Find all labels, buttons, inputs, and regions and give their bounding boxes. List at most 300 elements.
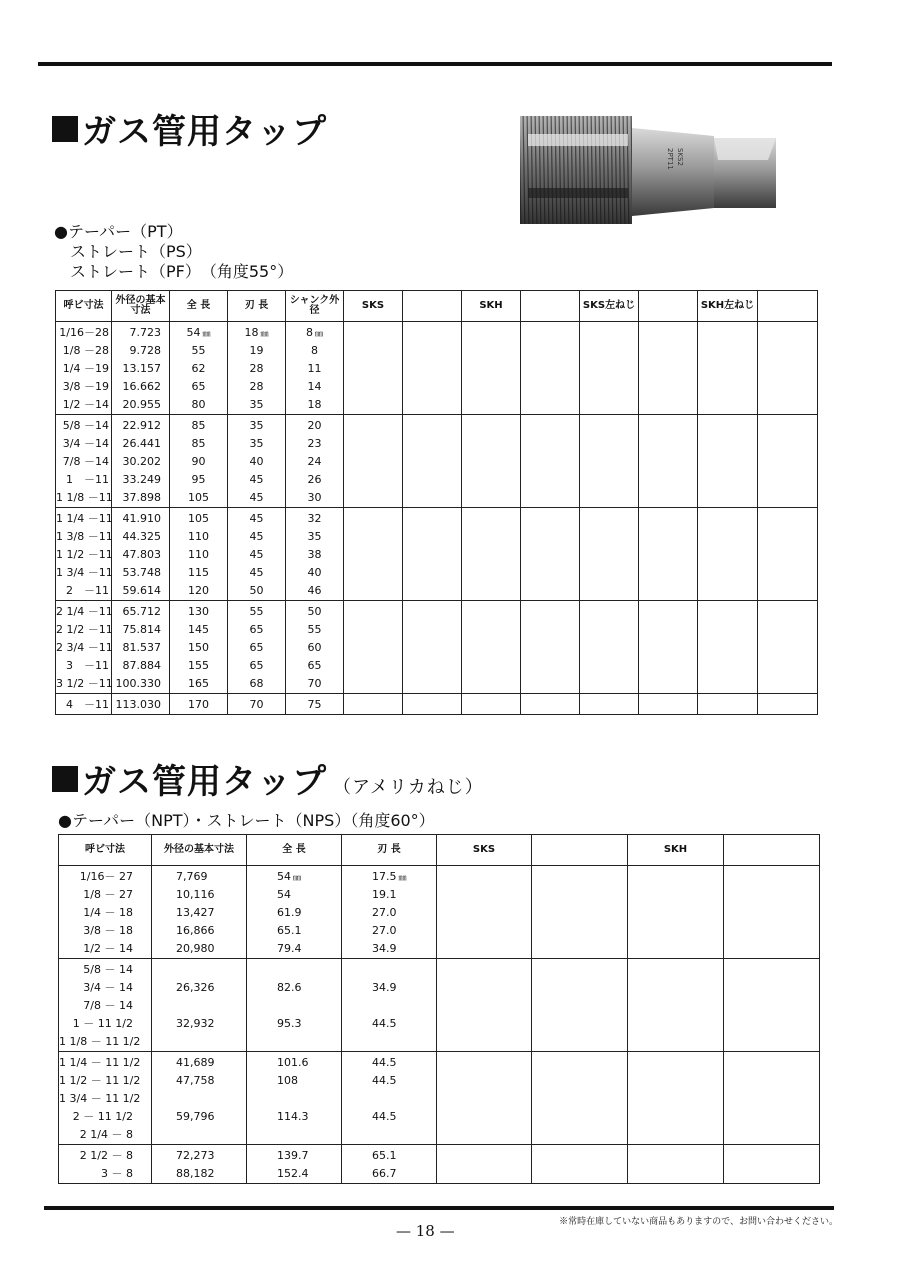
table-cell: [724, 866, 820, 959]
title-square-icon: [52, 116, 78, 142]
diameter-cell-text: 32,932: [176, 1017, 215, 1030]
table-cell: [56, 694, 112, 715]
thread-length-cell: [342, 940, 436, 958]
thread-length-cell-text: 19.1: [372, 888, 397, 901]
size-cell-text: 2 1/2 －11: [56, 623, 113, 636]
footer-note: ※常時在庫していない商品もありますので、お問い合わせください。: [559, 1217, 838, 1227]
length-cell-text: 62: [191, 362, 206, 375]
table-cell: [56, 601, 112, 694]
shank-cell-text: 35: [307, 530, 322, 543]
diameter-cell-text: 13,427: [176, 906, 215, 919]
table-cell: [462, 415, 521, 508]
size-cell: [56, 675, 111, 693]
size-cell-text: 1/8 － 27: [83, 888, 133, 901]
section1-title-text: ガス管用タップ: [82, 112, 327, 152]
diameter-cell-text: 33.249: [122, 473, 161, 486]
table-cell: [170, 601, 228, 694]
column-header: 刃 長: [342, 835, 437, 866]
table-cell: [228, 322, 286, 415]
type-ps: ストレート（PS）: [70, 242, 202, 261]
shank-cell: [286, 657, 343, 675]
thread-length-cell: [342, 886, 436, 904]
diameter-cell: [152, 1108, 246, 1126]
diameter-cell: [112, 528, 169, 546]
table-cell: [628, 1145, 724, 1184]
diameter-cell: [112, 360, 169, 378]
thread-length-cell: [228, 471, 285, 489]
shank-cell: [286, 528, 343, 546]
shank-cell-text: 70: [307, 677, 322, 690]
shank-cell-text: 8: [306, 326, 313, 339]
shank-cell: [286, 435, 343, 453]
size-cell: [59, 922, 151, 940]
table-row-group: [59, 1052, 820, 1145]
length-cell: [170, 546, 227, 564]
table-cell: [112, 694, 170, 715]
table-cell: [580, 415, 639, 508]
table-cell: [462, 322, 521, 415]
table-cell: [286, 694, 344, 715]
photo-mark-2: SKS2: [676, 148, 684, 166]
size-cell: [59, 1108, 151, 1126]
diameter-cell-text: 30.202: [122, 455, 161, 468]
size-cell-text: 1/16－28: [59, 326, 109, 339]
shank-cell-text: 24: [307, 455, 322, 468]
length-cell-text: 115: [188, 566, 209, 579]
thread-length-cell-text: 70: [249, 698, 264, 711]
size-cell: [56, 360, 111, 378]
length-cell-text: 150: [188, 641, 209, 654]
thread-length-cell-text: 65: [249, 623, 264, 636]
length-cell-text: 85: [191, 437, 206, 450]
thread-length-cell: [342, 997, 436, 1015]
table-cell: [628, 1052, 724, 1145]
column-header: [532, 835, 628, 866]
diameter-cell: [112, 696, 169, 714]
length-cell-text: 155: [188, 659, 209, 672]
diameter-cell-text: 7.723: [129, 326, 161, 339]
size-cell-text: 1 3/4 －11: [56, 566, 113, 579]
size-cell: [59, 1015, 151, 1033]
length-cell-text: 90: [191, 455, 206, 468]
column-header: [403, 291, 462, 322]
size-cell: [56, 510, 111, 528]
shank-cell: [286, 342, 343, 360]
column-header: [724, 835, 820, 866]
thread-length-cell: [342, 1126, 436, 1144]
table-cell: [286, 415, 344, 508]
unit-label: ㎜: [315, 329, 323, 338]
size-cell: [59, 1033, 151, 1051]
table-cell: [247, 866, 342, 959]
table-cell: [344, 601, 403, 694]
length-cell-text: 80: [191, 398, 206, 411]
thread-length-cell-text: 19: [249, 344, 264, 357]
length-cell-text: 85: [191, 419, 206, 432]
column-header: 呼ビ寸法: [56, 291, 112, 322]
table-cell: [698, 694, 758, 715]
length-cell-text: 54: [277, 870, 291, 883]
length-cell-text: 79.4: [277, 942, 302, 955]
shank-cell: [286, 453, 343, 471]
diameter-cell-text: 72,273: [176, 1149, 215, 1162]
length-cell: [170, 528, 227, 546]
thread-length-cell: [342, 961, 436, 979]
table-row-group: [59, 959, 820, 1052]
column-header: [639, 291, 698, 322]
thread-length-cell: [342, 1054, 436, 1072]
type-pf: ストレート（PF） （角度55°）: [70, 262, 294, 281]
column-header: 全 長: [247, 835, 342, 866]
length-cell: [247, 940, 341, 958]
thread-length-cell-text: 44.5: [372, 1056, 397, 1069]
thread-length-cell: [342, 1090, 436, 1108]
size-cell-text: 1 1/4 － 11 1/2: [59, 1056, 141, 1069]
photo-mark-1: 2PT11: [666, 148, 674, 170]
diameter-cell-text: 47,758: [176, 1074, 215, 1087]
table-row-group: [56, 601, 818, 694]
table-cell: [580, 694, 639, 715]
table-cell: [437, 1145, 532, 1184]
thread-length-cell: [342, 1108, 436, 1126]
thread-length-cell-text: 17.5: [372, 870, 397, 883]
diameter-cell-text: 20,980: [176, 942, 215, 955]
shank-cell-text: 55: [307, 623, 322, 636]
length-cell: [170, 696, 227, 714]
thread-length-cell: [342, 868, 436, 886]
thread-length-cell: [228, 639, 285, 657]
size-cell: [56, 582, 111, 600]
table-cell: [758, 601, 818, 694]
column-header: [758, 291, 818, 322]
size-cell-text: 1/4 －19: [62, 362, 109, 375]
diameter-cell: [152, 1090, 246, 1108]
table-cell: [112, 415, 170, 508]
length-cell: [247, 1126, 341, 1144]
diameter-cell-text: 22.912: [122, 419, 161, 432]
size-cell-text: 2 1/4 － 8: [79, 1128, 133, 1141]
table-cell: [639, 694, 698, 715]
size-cell: [56, 453, 111, 471]
shank-cell: [286, 471, 343, 489]
table-cell: [758, 415, 818, 508]
thread-length-cell-text: 28: [249, 380, 264, 393]
tap-photo: [518, 108, 780, 233]
size-cell-text: 1 －11: [66, 473, 109, 486]
shank-cell: [286, 378, 343, 396]
size-cell: [56, 657, 111, 675]
diameter-cell-text: 20.955: [122, 398, 161, 411]
table-cell: [56, 415, 112, 508]
thread-length-cell-text: 65: [249, 641, 264, 654]
diameter-cell: [112, 657, 169, 675]
thread-length-cell: [228, 675, 285, 693]
table-cell: [342, 1145, 437, 1184]
table-cell: [286, 508, 344, 601]
size-cell: [56, 639, 111, 657]
thread-length-cell-text: 66.7: [372, 1167, 397, 1180]
size-cell: [56, 489, 111, 507]
section2-title-text: ガス管用タップ: [82, 762, 327, 802]
diameter-cell: [112, 546, 169, 564]
diameter-cell-text: 7,769: [176, 870, 208, 883]
table-cell: [521, 694, 580, 715]
length-cell-text: 145: [188, 623, 209, 636]
length-cell-text: 105: [188, 491, 209, 504]
table-cell: [462, 601, 521, 694]
size-cell: [56, 378, 111, 396]
thread-length-cell-text: 65.1: [372, 1149, 397, 1162]
size-cell-text: 2 － 11 1/2: [72, 1110, 133, 1123]
size-cell-text: 1/2 － 14: [83, 942, 133, 955]
table-cell: [152, 1145, 247, 1184]
thread-length-cell: [228, 603, 285, 621]
diameter-cell: [112, 453, 169, 471]
shank-cell-text: 32: [307, 512, 322, 525]
size-cell: [59, 1072, 151, 1090]
length-cell: [170, 603, 227, 621]
table-cell: [286, 322, 344, 415]
table-cell: [152, 1052, 247, 1145]
size-cell-text: 7/8 － 14: [83, 999, 133, 1012]
section1-table: [55, 290, 818, 715]
length-cell: [247, 904, 341, 922]
table-cell: [152, 959, 247, 1052]
shank-cell-text: 40: [307, 566, 322, 579]
length-cell-text: 95: [191, 473, 206, 486]
length-cell: [247, 1033, 341, 1051]
table-cell: [532, 1145, 628, 1184]
size-cell-text: 2 －11: [66, 584, 109, 597]
diameter-cell: [112, 324, 169, 342]
section1-title: [52, 104, 327, 153]
length-cell: [170, 582, 227, 600]
diameter-cell: [112, 471, 169, 489]
size-cell-text: 1 3/4 － 11 1/2: [59, 1092, 141, 1105]
size-cell: [56, 324, 111, 342]
diameter-cell-text: 41.910: [122, 512, 161, 525]
shank-cell: [286, 396, 343, 414]
length-cell: [247, 979, 341, 997]
shank-cell-text: 8: [311, 344, 318, 357]
size-cell: [59, 979, 151, 997]
size-cell-text: 3/8 － 18: [83, 924, 133, 937]
thread-length-cell-text: 65: [249, 659, 264, 672]
thread-length-cell: [228, 489, 285, 507]
page-number: — 18 —: [396, 1222, 455, 1240]
thread-length-cell-text: 55: [249, 605, 264, 618]
table-cell: [228, 508, 286, 601]
size-cell: [56, 471, 111, 489]
thread-length-cell-text: 44.5: [372, 1017, 397, 1030]
size-cell-text: 1 3/8 －11: [56, 530, 113, 543]
thread-length-cell: [342, 979, 436, 997]
size-cell: [59, 904, 151, 922]
size-cell: [59, 997, 151, 1015]
length-cell: [170, 510, 227, 528]
diameter-cell-text: 10,116: [176, 888, 215, 901]
table-row-group: [56, 415, 818, 508]
size-cell-text: 1 － 11 1/2: [72, 1017, 133, 1030]
length-cell-text: 95.3: [277, 1017, 302, 1030]
table-cell: [724, 1145, 820, 1184]
table-cell: [170, 508, 228, 601]
diameter-cell: [152, 904, 246, 922]
thread-length-cell-text: 68: [249, 677, 264, 690]
diameter-cell: [112, 378, 169, 396]
table-cell: [342, 866, 437, 959]
thread-length-cell: [228, 360, 285, 378]
unit-label: ㎜: [202, 329, 211, 338]
thread-length-cell-text: 44.5: [372, 1110, 397, 1123]
length-cell-text: 65: [191, 380, 206, 393]
thread-length-cell: [228, 582, 285, 600]
size-cell: [59, 1147, 151, 1165]
table-cell: [628, 959, 724, 1052]
length-cell-text: 101.6: [277, 1056, 309, 1069]
column-header: 全 長: [170, 291, 228, 322]
table-cell: [698, 322, 758, 415]
length-cell-text: 139.7: [277, 1149, 309, 1162]
shank-cell: [286, 489, 343, 507]
size-cell: [56, 528, 111, 546]
table-cell: [59, 1052, 152, 1145]
diameter-cell-text: 26.441: [122, 437, 161, 450]
thread-length-cell: [228, 378, 285, 396]
length-cell: [170, 675, 227, 693]
length-cell-text: 108: [277, 1074, 298, 1087]
table-cell: [228, 415, 286, 508]
diameter-cell-text: 26,326: [176, 981, 215, 994]
thread-length-cell: [228, 696, 285, 714]
table-cell: [344, 508, 403, 601]
length-cell: [170, 360, 227, 378]
length-cell-text: 54: [277, 888, 291, 901]
size-cell-text: 3/4 － 14: [83, 981, 133, 994]
diameter-cell: [152, 1072, 246, 1090]
thread-length-cell: [342, 1165, 436, 1183]
column-header: 外径の基本寸法: [112, 291, 170, 322]
thread-length-cell-text: 28: [249, 362, 264, 375]
table-cell: [56, 322, 112, 415]
table-cell: [639, 601, 698, 694]
shank-cell: [286, 510, 343, 528]
table-row-group: [59, 1145, 820, 1184]
size-cell-text: 1/2 －14: [62, 398, 109, 411]
thread-length-cell: [228, 324, 285, 342]
length-cell-text: 65.1: [277, 924, 302, 937]
length-cell: [170, 378, 227, 396]
size-cell: [56, 621, 111, 639]
thread-length-cell-text: 35: [249, 437, 264, 450]
table-cell: [521, 322, 580, 415]
length-cell: [170, 435, 227, 453]
thread-length-cell-text: 45: [249, 491, 264, 504]
size-cell-text: 4 －11: [66, 698, 109, 711]
thread-length-cell-text: 27.0: [372, 924, 397, 937]
length-cell: [247, 961, 341, 979]
length-cell-text: 110: [188, 530, 209, 543]
table-cell: [462, 694, 521, 715]
size-cell: [56, 546, 111, 564]
size-cell-text: 1/4 － 18: [83, 906, 133, 919]
shank-cell: [286, 564, 343, 582]
thread-length-cell: [228, 510, 285, 528]
diameter-cell-text: 13.157: [122, 362, 161, 375]
length-cell: [170, 657, 227, 675]
table-cell: [580, 601, 639, 694]
length-cell-text: 130: [188, 605, 209, 618]
length-cell: [170, 453, 227, 471]
table-cell: [532, 1052, 628, 1145]
table-cell: [170, 322, 228, 415]
table-cell: [639, 322, 698, 415]
thread-length-cell-text: 34.9: [372, 942, 397, 955]
shank-cell: [286, 582, 343, 600]
size-cell-text: 3 － 8: [101, 1167, 133, 1180]
thread-length-cell-text: 34.9: [372, 981, 397, 994]
length-cell: [247, 1015, 341, 1033]
length-cell: [247, 868, 341, 886]
diameter-cell: [152, 979, 246, 997]
size-cell-text: 2 1/2 － 8: [79, 1149, 133, 1162]
size-cell-text: 1 1/2 －11: [56, 548, 113, 561]
table-cell: [228, 601, 286, 694]
table-cell: [59, 959, 152, 1052]
size-cell: [56, 396, 111, 414]
column-header: 刃 長: [228, 291, 286, 322]
length-cell: [170, 342, 227, 360]
table-cell: [342, 1052, 437, 1145]
table-cell: [247, 959, 342, 1052]
table-cell: [403, 508, 462, 601]
length-cell-text: 110: [188, 548, 209, 561]
table-cell: [532, 959, 628, 1052]
shank-cell-text: 18: [307, 398, 322, 411]
shank-cell: [286, 417, 343, 435]
thread-length-cell-text: 45: [249, 473, 264, 486]
size-cell: [56, 696, 111, 714]
shank-cell: [286, 621, 343, 639]
length-cell: [247, 1054, 341, 1072]
table-row-group: [56, 508, 818, 601]
size-cell-text: 3 1/2 －11: [56, 677, 113, 690]
diameter-cell-text: 16.662: [122, 380, 161, 393]
column-header: 外径の基本寸法: [152, 835, 247, 866]
length-cell: [170, 639, 227, 657]
table-cell: [152, 866, 247, 959]
length-cell: [170, 396, 227, 414]
column-header: SKS: [344, 291, 403, 322]
diameter-cell-text: 65.712: [122, 605, 161, 618]
diameter-cell-text: 87.884: [122, 659, 161, 672]
length-cell: [247, 1165, 341, 1183]
table-cell: [344, 322, 403, 415]
shank-cell: [286, 546, 343, 564]
thread-length-cell-text: 45: [249, 548, 264, 561]
table-cell: [758, 508, 818, 601]
size-cell: [59, 1126, 151, 1144]
thread-length-cell-text: 45: [249, 566, 264, 579]
section1-type-list: [54, 222, 293, 282]
diameter-cell-text: 113.030: [115, 698, 161, 711]
shank-cell-text: 38: [307, 548, 322, 561]
shank-cell-text: 11: [307, 362, 322, 375]
thread-length-cell: [228, 657, 285, 675]
thread-length-cell: [342, 1072, 436, 1090]
diameter-cell: [112, 417, 169, 435]
table-cell: [437, 1052, 532, 1145]
